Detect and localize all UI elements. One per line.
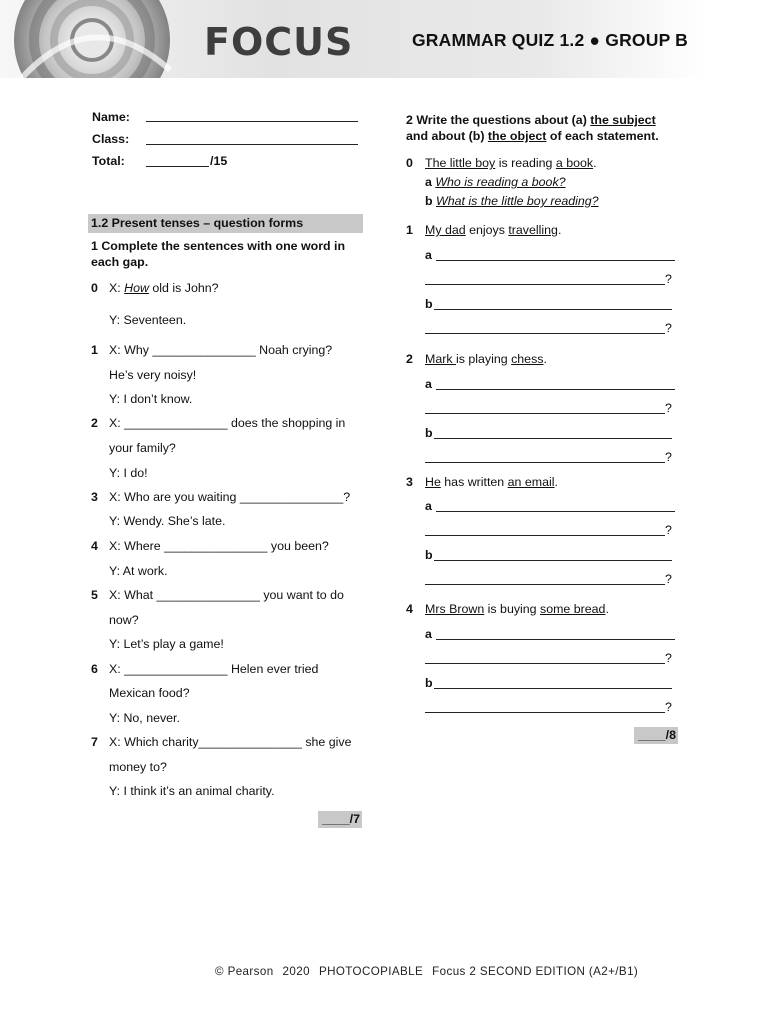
answer-a-line2[interactable]	[425, 284, 665, 285]
item-number: 5	[91, 588, 98, 602]
section-title: 1.2 Present tenses – question forms	[91, 216, 304, 230]
answer-a-line2[interactable]	[425, 663, 665, 664]
gap-question[interactable]: X: _______________ Helen ever tried	[109, 662, 319, 676]
question-mark: ?	[665, 651, 672, 665]
part1-instruction: 1 Complete the sentences with one word in	[91, 239, 346, 253]
reply-text: Y: I do!	[109, 466, 148, 480]
answer-b-line1[interactable]	[434, 438, 672, 439]
example-reply: Y: Seventeen.	[109, 313, 187, 327]
part2-instruction-cont: and about (b) the object of each statement.	[406, 129, 659, 143]
question-mark: ?	[665, 401, 672, 415]
quiz-title: GRAMMAR QUIZ 1.2 ● GROUP B	[412, 30, 689, 50]
gap-question[interactable]: X: Which charity_______________ she give	[109, 735, 352, 749]
answer-label-a: a	[425, 377, 432, 391]
question-continued: now?	[109, 613, 139, 627]
answer-b-line1[interactable]	[434, 688, 672, 689]
class-field[interactable]	[146, 144, 358, 145]
answer-label-b: b	[425, 297, 433, 311]
reply-text: Y: Wendy. She’s late.	[109, 514, 226, 528]
answer-a-line1[interactable]	[436, 389, 675, 390]
item-number: 3	[406, 475, 413, 489]
question-continued: your family?	[109, 441, 176, 455]
focus-lens-graphic	[0, 0, 200, 78]
photocopiable-text: PHOTOCOPIABLE	[318, 965, 424, 978]
answer-a-line2[interactable]	[425, 535, 665, 536]
answer-b-line2[interactable]	[425, 462, 665, 463]
item-number: 2	[406, 352, 413, 366]
reply-text: Y: No, never.	[109, 711, 180, 725]
statement: Mark is playing chess.	[425, 352, 547, 366]
total-value: /15	[210, 154, 228, 168]
reply-text: Y: I don’t know.	[109, 392, 193, 406]
item-number: 6	[91, 662, 98, 676]
part2-score-box[interactable]: ____/8	[634, 727, 678, 744]
question-continued: He’s very noisy!	[109, 368, 197, 382]
name-label: Name:	[92, 110, 130, 124]
question-mark: ?	[665, 321, 672, 335]
example-statement: The little boy is reading a book.	[425, 156, 597, 170]
part1-instruction-cont: each gap.	[91, 255, 149, 269]
edition-text: Focus 2 SECOND EDITION (A2+/B1)	[432, 965, 639, 978]
answer-label-b: b	[425, 676, 433, 690]
answer-a-line1[interactable]	[436, 511, 675, 512]
question-continued: money to?	[109, 760, 167, 774]
gap-question[interactable]: X: _______________ does the shopping in	[109, 416, 346, 430]
answer-label-a: a	[425, 627, 432, 641]
answer-label-b: b	[425, 548, 433, 562]
gap-question[interactable]: X: Where _______________ you been?	[109, 539, 329, 553]
item-number: 3	[91, 490, 98, 504]
question-mark: ?	[665, 572, 672, 586]
item-number: 4	[406, 602, 413, 616]
item-number: 1	[406, 223, 413, 237]
page-header	[0, 0, 768, 78]
copyright-text: © Pearson	[215, 965, 274, 978]
item-number: 1	[91, 343, 98, 357]
answer-a-line2[interactable]	[425, 413, 665, 414]
answer-b-line1[interactable]	[434, 309, 672, 310]
statement: Mrs Brown is buying some bread.	[425, 602, 609, 616]
answer-label-a: a	[425, 499, 432, 513]
class-label: Class:	[92, 132, 130, 146]
reply-text: Y: Let’s play a game!	[109, 637, 224, 651]
reply-text: Y: At work.	[109, 564, 168, 578]
answer-b-line2[interactable]	[425, 584, 665, 585]
question-continued: Mexican food?	[109, 686, 190, 700]
page-footer	[215, 965, 647, 978]
example-question: X: How old is John?	[109, 281, 219, 295]
total-label: Total:	[92, 154, 125, 168]
item-number: 2	[91, 416, 98, 430]
item-number: 0	[91, 281, 98, 295]
part2-instruction: 2 Write the questions about (a) the subject	[406, 113, 656, 127]
answer-label-a: a	[425, 248, 432, 262]
reply-text: Y: I think it’s an animal charity.	[109, 784, 275, 798]
question-mark: ?	[665, 450, 672, 464]
example-answer: How	[124, 281, 149, 295]
item-number: 0	[406, 156, 413, 170]
answer-b-line2[interactable]	[425, 333, 665, 334]
answer-a-line1[interactable]	[436, 260, 675, 261]
statement: He has written an email.	[425, 475, 558, 489]
question-mark: ?	[665, 523, 672, 537]
item-number: 7	[91, 735, 98, 749]
name-field[interactable]	[146, 121, 358, 122]
example-answer-a: a Who is reading a book?	[425, 175, 566, 189]
example-answer-b: b What is the little boy reading?	[425, 194, 599, 208]
answer-a-line1[interactable]	[436, 639, 675, 640]
focus-logo: FOCUS	[204, 20, 354, 64]
part1-score-box[interactable]: ____/7	[318, 811, 362, 828]
year-text: 2020	[282, 965, 310, 978]
question-mark: ?	[665, 700, 672, 714]
answer-b-line1[interactable]	[434, 560, 672, 561]
gap-question[interactable]: X: Why _______________ Noah crying?	[109, 343, 333, 357]
answer-b-line2[interactable]	[425, 712, 665, 713]
question-mark: ?	[665, 272, 672, 286]
gap-question[interactable]: X: Who are you waiting _______________?	[109, 490, 351, 504]
item-number: 4	[91, 539, 98, 553]
answer-label-b: b	[425, 426, 433, 440]
gap-question[interactable]: X: What _______________ you want to do	[109, 588, 344, 602]
total-field[interactable]	[146, 166, 209, 167]
statement: My dad enjoys travelling.	[425, 223, 562, 237]
